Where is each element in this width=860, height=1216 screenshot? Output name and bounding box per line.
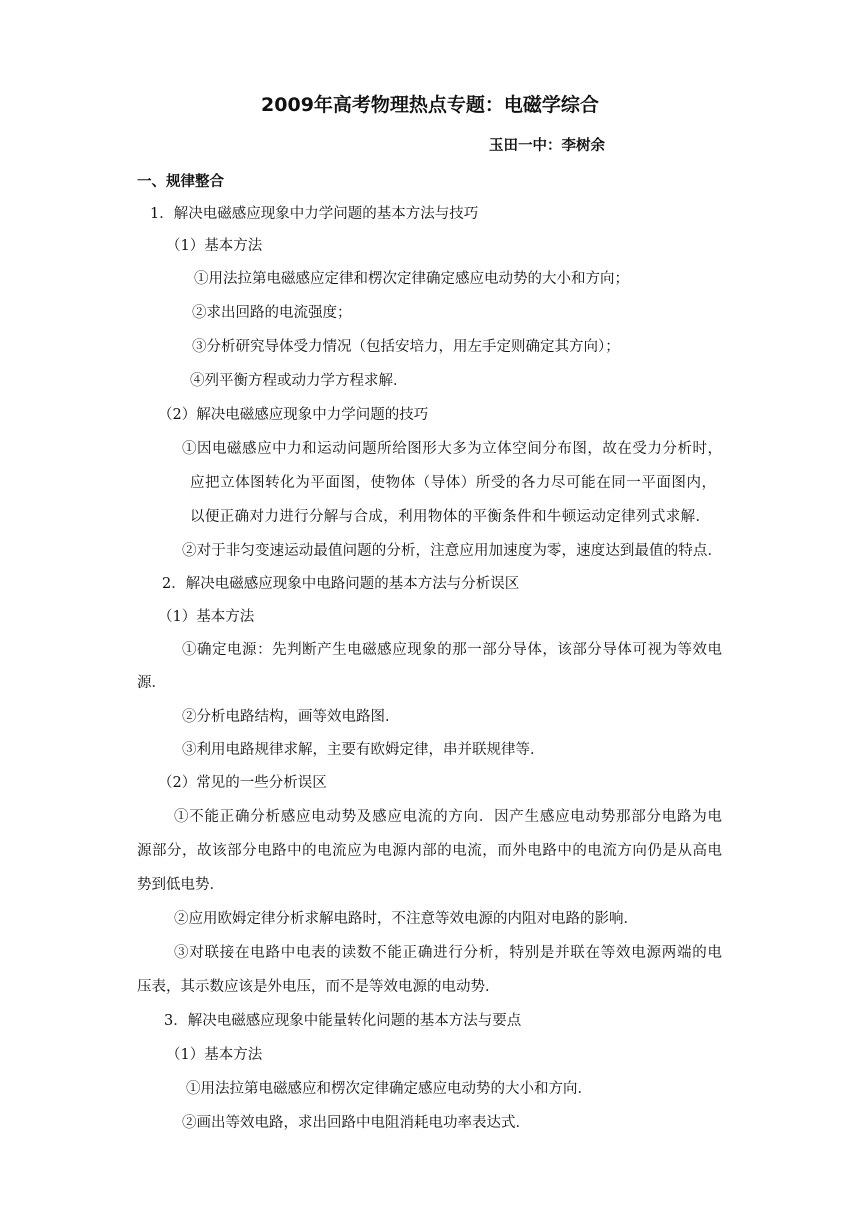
text-line: 2．解决电磁感应现象中电路问题的基本方法与分析误区: [162, 576, 520, 592]
text-line: ①因电磁感应中力和运动问题所给图形大多为立体空间分布图，故在受力分析时，: [182, 441, 722, 457]
text-line: 3．解决电磁感应现象中能量转化问题的基本方法与要点: [164, 1013, 522, 1029]
text-line: ①不能正确分析感应电动势及感应电流的方向．因产生感应电动势那部分电路为电: [174, 809, 722, 825]
section-heading: 一、规律整合: [137, 174, 224, 190]
text-line: 1．解决电磁感应现象中力学问题的基本方法与技巧: [150, 206, 479, 222]
text-line: ②求出回路的电流强度；: [192, 305, 352, 321]
text-line: （2）解决电磁感应现象中力学问题的技巧: [158, 407, 429, 423]
text-line: ③分析研究导体受力情况（包括安培力，用左手定则确定其方向）；: [192, 339, 620, 355]
text-line: 势到低电势．: [137, 877, 224, 893]
document-author: 玉田一中：李树余: [489, 138, 605, 154]
text-line: ①用法拉第电磁感应和楞次定律确定感应电动势的大小和方向．: [186, 1081, 592, 1097]
text-line: ②对于非匀变速运动最值问题的分析，注意应用加速度为零，速度达到最值的特点．: [182, 543, 722, 559]
text-line: 源部分，故该部分电路中的电流应为电源内部的电流，而外电路中的电流方向仍是从高电: [137, 843, 722, 859]
text-line: （1）基本方法: [166, 1047, 263, 1063]
text-line: 应把立体图转化为平面图，使物体（导体）所受的各力尽可能在同一平面图内，: [190, 475, 716, 491]
document-title: 2009年高考物理热点专题：电磁学综合: [261, 94, 599, 116]
text-line: 以便正确对力进行分解与合成，利用物体的平衡条件和牛顿运动定律列式求解．: [190, 509, 710, 525]
text-line: ④列平衡方程或动力学方程求解．: [190, 373, 408, 389]
text-line: ②画出等效电路，求出回路中电阻消耗电功率表达式．: [182, 1115, 530, 1131]
text-line: ①确定电源：先判断产生电磁感应现象的那一部分导体，该部分导体可视为等效电: [182, 642, 722, 658]
text-line: ①用法拉第电磁感应定律和楞次定律确定感应电动势的大小和方向；: [194, 271, 629, 287]
text-line: （1）基本方法: [158, 609, 255, 625]
text-line: ②应用欧姆定律分析求解电路时，不注意等效电源的内阻对电路的影响．: [174, 911, 638, 927]
text-line: ②分析电路结构，画等效电路图．: [182, 709, 400, 725]
text-line: 压表，其示数应该是外电压，而不是等效电源的电动势．: [137, 979, 500, 995]
text-line: 源．: [137, 675, 166, 691]
text-line: ③利用电路规律求解，主要有欧姆定律，串并联规律等．: [182, 742, 545, 758]
text-line: （1）基本方法: [166, 238, 263, 254]
text-line: ③对联接在电路中电表的读数不能正确进行分析，特别是并联在等效电源两端的电: [174, 945, 722, 961]
text-line: （2）常见的一些分析误区: [158, 775, 327, 791]
